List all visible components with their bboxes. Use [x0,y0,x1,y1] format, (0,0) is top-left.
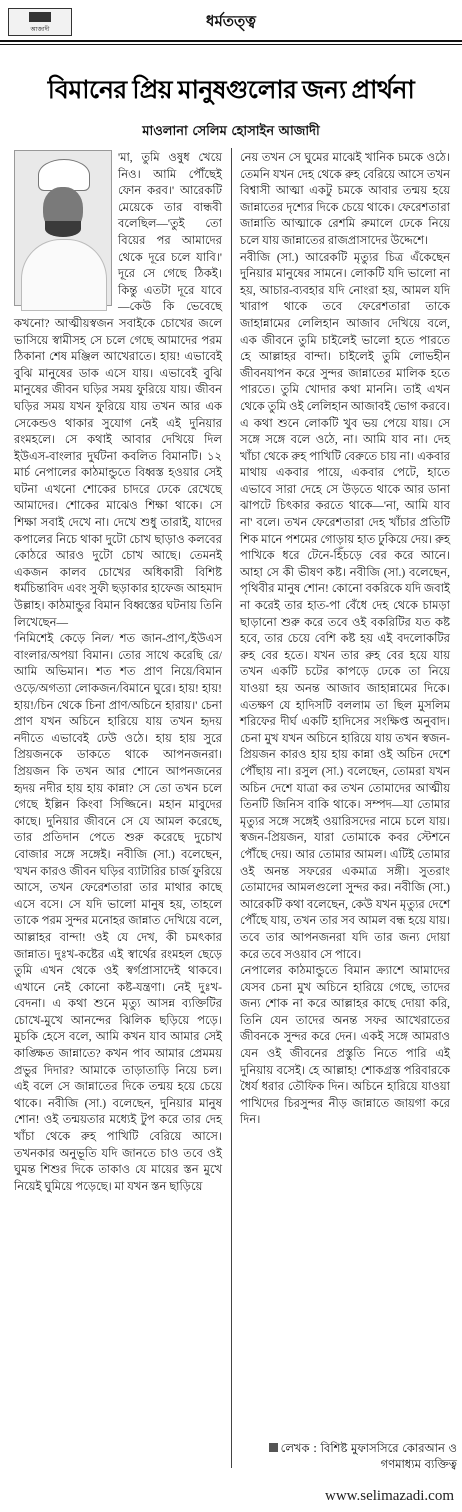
logo-text: আজাদী [30,26,50,33]
column-divider [231,148,232,1468]
article-headline: বিমানের প্রিয় মানুষগুলোর জন্য প্রার্থনা [47,77,415,104]
author-note [252,1440,457,1472]
author-body [21,239,107,311]
top-rule-thin [0,44,462,45]
top-rule [0,40,462,42]
author-beard [45,221,81,237]
author-note-text: লেখক : বিশিষ্ট মুফাসসিরে কোরআন ও গণমাধ্যম ব্যক্তিত্ব [280,1441,457,1471]
article-column-2 [240,150,450,1462]
section-title: ধর্মতত্ত্ব [206,12,256,30]
column-1-text: 'মা, তুমি ওষুধ খেয়ে নিও। আমি পৌঁছেই ফোন করব।' আরেকটি মেয়েকে তার বান্ধবী বলেছিল—'তুই তো বিয়ের পর আমাদের থেকে দূরে চলে যাবি।' দূরে সে গেছে ঠিকই। কিন্তু এতটা দূরে যাবে—কেউ কি ভেবেছে কখনো? আত্মীয়স্বজন সবাইকে চোখের জলে ভাসিয়ে স্বামীসহ সে চলে গেছে আমাদের পরম ঠিকানা শেষ মঞ্জিল আখেরাতে। হায়! এভাবেই বুঝি মানুষের ডাক এসে যায়। এভাবেই বুঝি মানুষের জীবন ঘড়ির সময় ফুরিয়ে যায়। জীবন ঘড়ির সময় যখন ফুরিয়ে যায় তখন আর এক সেকেন্ডও থাকার সুযোগ নেই এই দুনিয়ার রংমহলে। সে কথাই আবার দেখিয়ে দিল ইউএস-বাংলার দুর্ঘটনা কবলিত বিমানটি। ১২ মার্চ নেপালের কাঠমান্ডুতে বিধ্বস্ত হওয়ার সেই ঘটনা এখনো শোকের চাদরে ঢেকে রেখেছে আমাদের। শোকের মাঝেও শিক্ষা থাকে। সে শিক্ষা সবাই দেখে না। দেখে শুধু তারাই, যাদের কপালের নিচে থাকা দুটো চোখ ছাড়াও কলবের কোঠরে আরও দুটো চোখ আছে। তেমনই একজন কালব চোখের অধিকারী বিশিষ্ট ধর্মচিন্তাবিদ এবং সুফী ছড়াকার হাফেজ আহমাদ উল্লাহ। কাঠমান্ডুর বিমান বিধ্বস্তের ঘটনায় তিনি লিখেছেন— 'নিমিশেই কেড়ে নিল/ শত জান-প্রাণ,/ইউএস বাংলার/অপয়া বিমান। তোর সাথে করেছি রে/আমি অভিমান। শত শত প্রাণ নিয়ে/বিমান ওড়ে/অগত্যা লোকজন/বিমানে ঘুরে। হায়! হায়! হায়!/চিন থেকে চিনা প্রাণ/অচিনে হারায়।' চেনা প্রাণ যখন অচিনে হারিয়ে যায় তখন হৃদয় নদীতে এভাবেই ঢেউ ওঠে। হায় হায় সুরে প্রিয়জনকে ডাকতে থাকে আপনজনরা। প্রিয়জন কি তখন আর শোনে আপনজনের হৃদয় নদীর হায় হায় কান্না? সে তো তখন চলে গেছে ইল্লিন কিংবা সিজ্জিনে। মহান মাবুদের কাছে। দুনিয়ার জীবনে সে যে আমল করেছে, তার প্রতিদান পেতে শুরু করেছে দুচোখ বোজার সঙ্গে সঙ্গেই। নবীজি (সা.) বলেছেন, 'যখন কারও জীবন ঘড়ির ব্যাটারির চার্জ ফুরিয়ে আসে, তখন ফেরেশতারা তার মাথার কাছে এসে বসে। সে যদি ভালো মানুষ হয়, তাহলে তাকে পরম সুন্দর মনোহর জান্নাত দেখিয়ে বলে, আল্লাহর বান্দা! ওই যে দেখ, কী চমৎকার জান্নাত। দুঃখ-কষ্টের এই স্বার্থের রংমহল ছেড়ে তুমি এখন থেকে ওই স্বর্গপ্রাসাদেই থাকবে। এখানে নেই কোনো কষ্ট-যন্ত্রণা। নেই দুঃখ-বেদনা। এ কথা শুনে মৃত্যু আসন্ন ব্যক্তিটির চোখে-মুখে আনন্দের ঝিলিক ছড়িয়ে পড়ে। মুচকি হেসে বলে, আমি কখন যাব আমার সেই কাঙ্ক্ষিত জান্নাতে? কখন পাব আমার প্রেমময় প্রভুর দিদার? আমাকে তাড়াতাড়ি নিয়ে চল। এই বলে সে জান্নাতের দিকে তন্ময় হয়ে চেয়ে থাকে। নবীজি (সা.) বলেছেন, দুনিয়ার মানুষ শোন! ওই তন্ময়তার মধ্যেই টুপ করে তার দেহ খাঁচা থেকে রুহ পাখিটি বেরিয়ে আসে। তখনকার অনুভূতি যদি জানতে চাও তবে ওই ঘুমন্ত শিশুর দিকে তাকাও যে মায়ের স্তন মুখে নিয়েই ঘুমিয়ে পড়েছে। মা যখন স্তন ছাড়িয়ে [14,152,222,1193]
bullet-square-icon [269,1443,278,1452]
article-column-1 [14,150,222,1462]
website-link[interactable]: www.selimazadi.com [325,1488,454,1504]
article-byline: মাওলানা সেলিম হোসাইন আজাদী [142,124,320,139]
column-2-text: নেয় তখন সে ঘুমের মাঝেই খানিক চমকে ওঠে। তেমনি যখন দেহ থেকে রুহ বেরিয়ে আসে তখন বিশ্বাসী আত্মা একটু চমকে আবার তন্ময় হয়ে জান্নাতের দৃশ্যের দিকে চেয়ে থাকে। ফেরেশতারা জান্নাতি আত্মাকে রেশমি রুমালে ঢেকে নিয়ে চলে যায় জান্নাতের রাজপ্রাসাদের উদ্দেশে। নবীজি (সা.) আরেকটি মৃত্যুর চিত্র এঁকেছেন দুনিয়ার মানুষের সামনে। লোকটি যদি ভালো না হয়, আচার-ব্যবহার যদি নোংরা হয়, আমল যদি খারাপ থাকে তবে ফেরেশতারা তাকে জাহান্নামের লেলিহান আজাব দেখিয়ে বলে, এক জীবনে তুমি চাইলেই ভালো হতে পারতে হে আল্লাহর বান্দা। চাইলেই তুমি লোভহীন জীবনযাপন করে সুন্দর জান্নাতের মালিক হতে পারতে। তুমি খোদার কথা মাননি। তাই এখন থেকে তুমি ওই লেলিহান আজাবই ভোগ করবে। এ কথা শুনে লোকটি খুব ভয় পেয়ে যায়। সে সঙ্গে সঙ্গে বলে ওঠে, না। আমি যাব না। দেহ খাঁচা থেকে রুহ পাখিটি বেরুতে চায় না। একবার মাথায় একবার পায়ে, একবার পেটে, হাতে এভাবে সারা দেহে সে উড়তে থাকে আর ডানা ঝাপটে চিৎকার করতে থাকে—'না, আমি যাব না' বলে। তখন ফেরেশতারা দেহ খাঁচার প্রতিটি শিক মানে পশমের গোড়ায় হাত ঢুকিয়ে দেয়। রুহ পাখিকে ধরে টেনে-হিঁচড়ে বের করে আনে। আহা সে কী ভীষণ কষ্ট। নবীজি (সা.) বলেছেন, পৃথিবীর মানুষ শোন! কোনো বকরিকে যদি জবাই না করেই তার হাত-পা বেঁধে দেহ থেকে চামড়া ছাড়ানো শুরু করে তবে ওই বকরিটির যত কষ্ট হবে, তার চেয়ে বেশি কষ্ট হয় এই বদলোকটির রুহ বের হতে। যখন তার রুহ বের হয়ে যায় তখন একটি চটের কাপড়ে ঢেকে তা নিয়ে যাওয়া হয় অনন্ত আজাব জাহান্নামের দিকে। এতক্ষণ যে হাদিসটি বললাম তা ছিল মুসলিম শরিফের দীর্ঘ একটি হাদিসের সংক্ষিপ্ত অনুবাদ। চেনা মুখ যখন অচিনে হারিয়ে যায় তখন স্বজন-প্রিয়জন কারও হায় হায় কান্না ওই অচিন দেশে পৌঁছায় না। রসুল (সা.) বলেছেন, তোমরা যখন অচিন দেশে যাত্রা কর তখন তোমাদের আত্মীয় তিনটি জিনিস বাকি থাকে। সম্পদ—যা তোমার মৃত্যুর সঙ্গে সঙ্গেই ওয়ারিসদের নামে চলে যায়। স্বজন-প্রিয়জন, যারা তোমাকে কবর স্টেশনে পৌঁছে দেয়। আর তোমার আমল। এটিই তোমার ওই অনন্ত সফরের একমাত্র সঙ্গী। সুতরাং তোমাদের আমলগুলো সুন্দর কর। নবীজি (সা.) আরেকটি কথা বলেছেন, কেউ যখন মৃত্যুর দেশে পৌঁছে যায়, তখন তার সব আমল বন্ধ হয়ে যায়। তবে তার আপনজনরা যদি তার জন্য দোয়া করে তবে সওয়াব সে পাবে। নেপালের কাঠমান্ডুতে বিমান ক্র্যাশে আমাদের যেসব চেনা মুখ অচিনে হারিয়ে গেছে, তাদের জন্য শোক না করে আল্লাহর কাছে দোয়া করি, তিনি যেন তাদের অনন্ত সফর আখেরাতের জীবনকে সুন্দর করে দেন। একই সঙ্গে আমরাও যেন ওই জীবনের প্রস্তুতি নিতে পারি এই দুনিয়ায় বসেই। হে আল্লাহ! শোকগ্রস্ত পরিবারকে ধৈর্য ধরার তৌফিক দিন। অচিনে হারিয়ে যাওয়া পাখিদের চিরসুন্দর নীড় জান্নাতে জায়গা করে দিন। [240,152,450,1127]
author-photo [14,150,112,306]
